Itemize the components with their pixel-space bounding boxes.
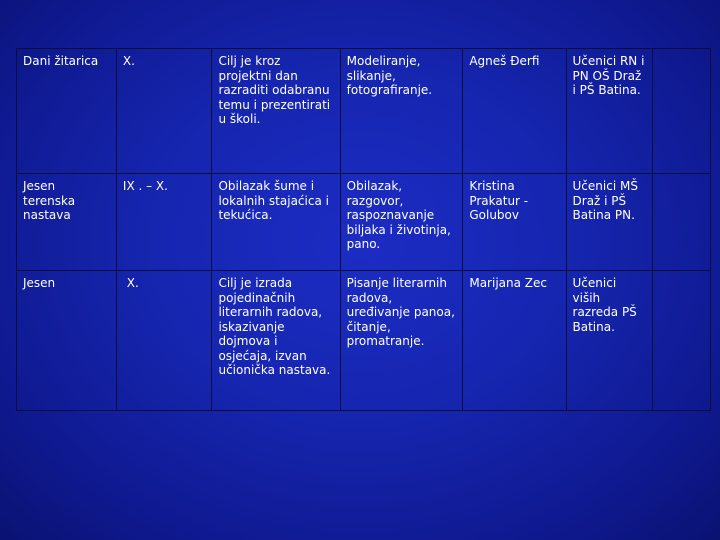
empty-cell (653, 271, 711, 411)
activity-table (16, 48, 711, 411)
leader-cell: Kristina Prakatur - Golubov (463, 174, 566, 271)
participants-cell: Učenici RN i PN OŠ Draž i PŠ Batina. (566, 49, 653, 174)
goal-cell: Cilj je kroz projektni dan razraditi odabranu temu i prezentirati u školi. (212, 49, 340, 174)
empty-cell (653, 49, 711, 174)
table-row (17, 271, 711, 411)
activity-cell: Dani žitarica (17, 49, 117, 174)
leader-cell: Marijana Zec (463, 271, 566, 411)
activity-cell: Jesen (17, 271, 117, 411)
methods-cell: Modeliranje, slikanje, fotografiranje. (340, 49, 463, 174)
table-row (17, 49, 711, 174)
participants-cell: Učenici MŠ Draž i PŠ Batina PN. (566, 174, 653, 271)
goal-cell: Obilazak šume i lokalnih stajaćica i tekućica. (212, 174, 340, 271)
methods-cell: Obilazak, razgovor, raspoznavanje biljaka i životinja, pano. (340, 174, 463, 271)
activity-cell: Jesen terenska nastava (17, 174, 117, 271)
goal-cell: Cilj je izrada pojedinačnih literarnih radova, iskazivanje dojmova i osjećaja, izvan učionička nastava. (212, 271, 340, 411)
participants-cell: Učenici viših razreda PŠ Batina. (566, 271, 653, 411)
methods-cell: Pisanje literarnih radova, uređivanje panoa, čitanje, promatranje. (340, 271, 463, 411)
time-cell: IX . – X. (116, 174, 212, 271)
time-cell: X. (116, 49, 212, 174)
empty-cell (653, 174, 711, 271)
leader-cell: Agneš Đerfi (463, 49, 566, 174)
time-cell: X. (116, 271, 212, 411)
table-row (17, 174, 711, 271)
